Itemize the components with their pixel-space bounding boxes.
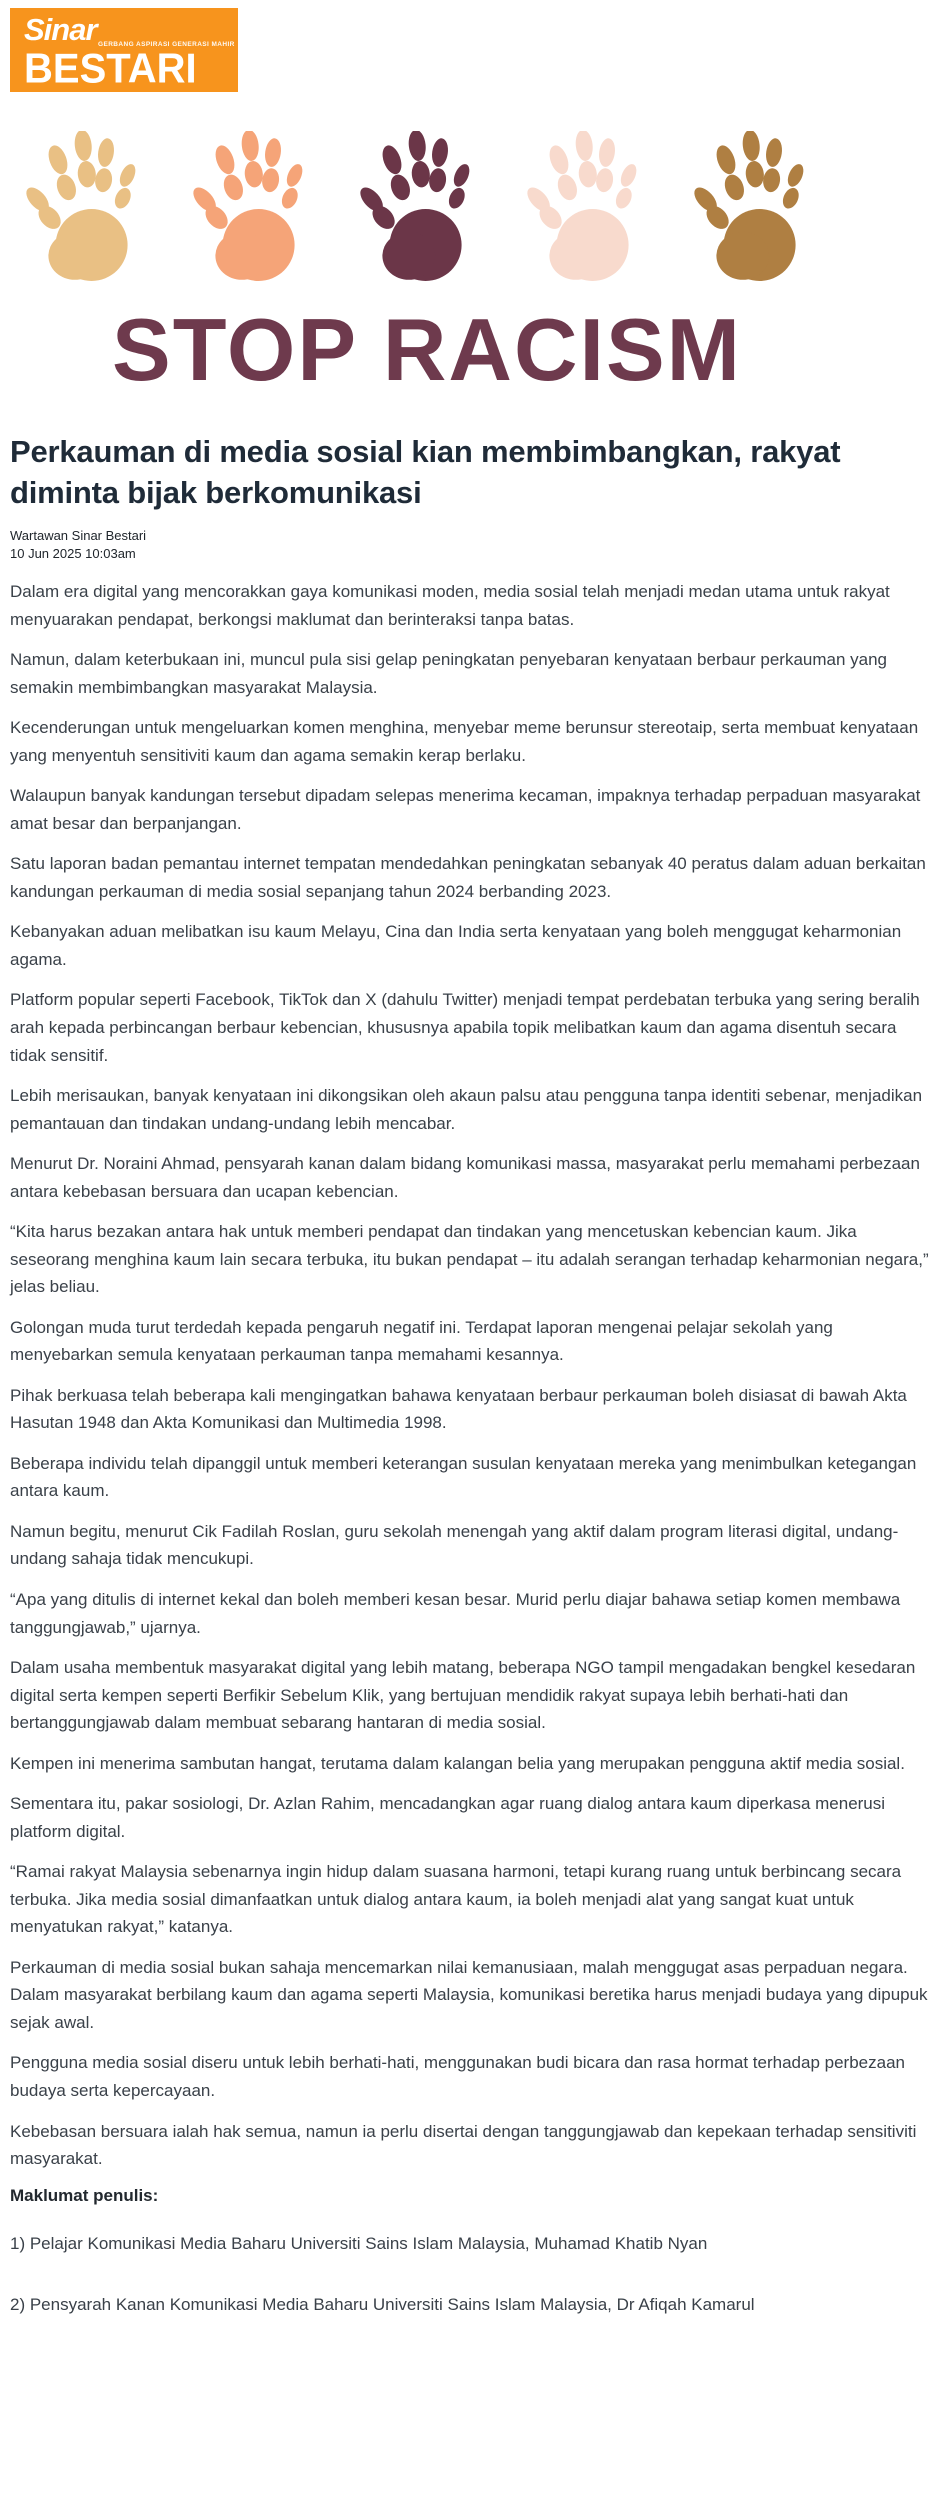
logo-text-bestari: BESTARI [24,45,197,92]
authors-list [10,2230,936,2319]
paragraph: Pengguna media sosial diseru untuk lebih berhati-hati, menggunakan budi bicara dan rasa hormat terhadap perbezaan budaya serta kepercayaan. [10,2053,905,2100]
paragraph: Perkauman di media sosial bukan sahaja mencemarkan nilai kemanusiaan, malah menggugat asas perpaduan negara. Dalam masyarakat berbilang kaum dan agama seperti Malaysia, komunikasi beretika harus menjadi budaya yang dipupuk sejak awal. [10,1957,928,2032]
paragraph: “Kita harus bezakan antara hak untuk memberi pendapat dan tindakan yang mencetuskan kebencian kaum. Jika seseorang menghina kaum lain secara terbuka, itu bukan pendapat – itu adalah serangan terhadap keharmonian negara,” jelas beliau. [10,1222,929,1297]
paragraph: Golongan muda turut terdedah kepada pengaruh negatif ini. Terdapat laporan mengenai pelajar sekolah yang menyebarkan semula kenyataan perkauman tanpa memahami kesannya. [10,1317,833,1365]
paragraph: Beberapa individu telah dipanggil untuk memberi keterangan susulan kenyataan mereka yang menimbulkan ketegangan antara kaum. [10,1453,917,1501]
stop-racism-text: STOP RACISM [112,300,742,399]
publish-date: 10 Jun 2025 10:03am [10,545,136,561]
paragraph: Dalam era digital yang mencorakkan gaya komunikasi moden, media sosial telah menjadi medan utama untuk rakyat menyuarakan pendapat, berkongsi maklumat dan berinteraksi tanpa batas. [10,582,890,629]
handprint-icon [22,130,154,288]
author-line: 1) Pelajar Komunikasi Media Baharu Universiti Sains Islam Malaysia, Muhamad Khatib Nyan [10,2233,708,2253]
hero-image [12,130,842,399]
paragraph: Namun begitu, menurut Cik Fadilah Roslan, guru sekolah menengah yang aktif dalam program literasi digital, undang-undang sahaja tidak mencukupi. [10,1521,899,1569]
authors-heading: Maklumat penulis: [10,2185,159,2205]
author-line: 2) Pensyarah Kanan Komunikasi Media Baharu Universiti Sains Islam Malaysia, Dr Afiqah Kamarul [10,2295,755,2315]
paragraph: Kempen ini menerima sambutan hangat, terutama dalam kalangan belia yang merupakan pengguna aktif media sosial. [10,1753,905,1773]
handprints [22,130,822,288]
article-body [10,578,936,2173]
article-meta [10,527,936,562]
paragraph: Walaupun banyak kandungan tersebut dipadam selepas menerima kecaman, impaknya terhadap perpaduan masyarakat amat besar dan berpanjangan. [10,786,921,833]
handprint-icon [189,130,321,288]
logo [10,8,238,92]
paragraph: Dalam usaha membentuk masyarakat digital yang lebih matang, beberapa NGO tampil mengadakan bengkel kesedaran digital serta kempen seperti Berfikir Sebelum Klik, yang bertujuan mendidik rakyat supaya lebih berhati-hati dan bertanggungjawab dalam membuat sebarang hantaran di media sosial. [10,1658,916,1733]
paragraph: Kebanyakan aduan melibatkan isu kaum Melayu, Cina dan India serta kenyataan yang boleh menggugat keharmonian agama. [10,922,902,969]
paragraph: Sementara itu, pakar sosiologi, Dr. Azlan Rahim, mencadangkan agar ruang dialog antara kaum diperkasa menerusi platform digital. [10,1794,886,1841]
paragraph: Menurut Dr. Noraini Ahmad, pensyarah kanan dalam bidang komunikasi massa, masyarakat perlu memahami perbezaan antara kebebasan bersuara dan ucapan kebencian. [10,1154,920,1201]
paragraph: Kecenderungan untuk mengeluarkan komen menghina, menyebar meme berunsur stereotaip, serta membuat kenyataan yang menyentuh sensitiviti kaum dan agama semakin kerap berlaku. [10,718,919,765]
handprint-icon [690,130,822,288]
logo-text-sinar: Sinar [24,12,97,47]
paragraph: Namun, dalam keterbukaan ini, muncul pula sisi gelap peningkatan penyebaran kenyataan berbaur perkauman yang semakin membimbangkan masyarakat Malaysia. [10,650,888,697]
byline: Wartawan Sinar Bestari [10,527,147,543]
page-title: Perkauman di media sosial kian membimbangkan, rakyat diminta bijak berkomunikasi [10,434,841,510]
paragraph: Pihak berkuasa telah beberapa kali mengingatkan bahawa kenyataan berbaur perkauman boleh disiasat di bawah Akta Hasutan 1948 dan Akta Komunikasi dan Multimedia 1998. [10,1385,907,1433]
logo-tagline: GERBANG ASPIRASI GENERASI MAHIR [98,41,235,48]
article [0,432,946,2318]
paragraph: Platform popular seperti Facebook, TikTok dan X (dahulu Twitter) menjadi tempat perdebatan terbuka yang sering beralih arah kepada perbincangan berbaur kebencian, khususnya apabila topik melibatkan kaum dan agama disentuh secara tidak sensitif. [10,990,920,1065]
paragraph: Lebih merisaukan, banyak kenyataan ini dikongsikan oleh akaun palsu atau pengguna tanpa identiti sebenar, menjadikan pemantauan dan tindakan undang-undang lebih mencabar. [10,1086,923,1133]
paragraph: “Ramai rakyat Malaysia sebenarnya ingin hidup dalam suasana harmoni, tetapi kurang ruang untuk berbincang secara terbuka. Jika media sosial dimanfaatkan untuk dialog antara kaum, ia boleh menjadi alat yang sangat kuat untuk menyatukan rakyat,” katanya. [10,1862,902,1937]
paragraph: Kebebasan bersuara ialah hak semua, namun ia perlu disertai dengan tanggungjawab dan kepekaan terhadap sensitiviti masyarakat. [10,2121,917,2169]
paragraph: Satu laporan badan pemantau internet tempatan mendedahkan peningkatan sebanyak 40 peratus dalam aduan berkaitan kandungan perkauman di media sosial sepanjang tahun 2024 berbanding 2023. [10,854,926,901]
paragraph: “Apa yang ditulis di internet kekal dan boleh memberi kesan besar. Murid perlu diajar bahawa setiap komen membawa tanggungjawab,” ujarnya. [10,1590,901,1637]
handprint-icon [356,130,488,288]
handprint-icon [523,130,655,288]
